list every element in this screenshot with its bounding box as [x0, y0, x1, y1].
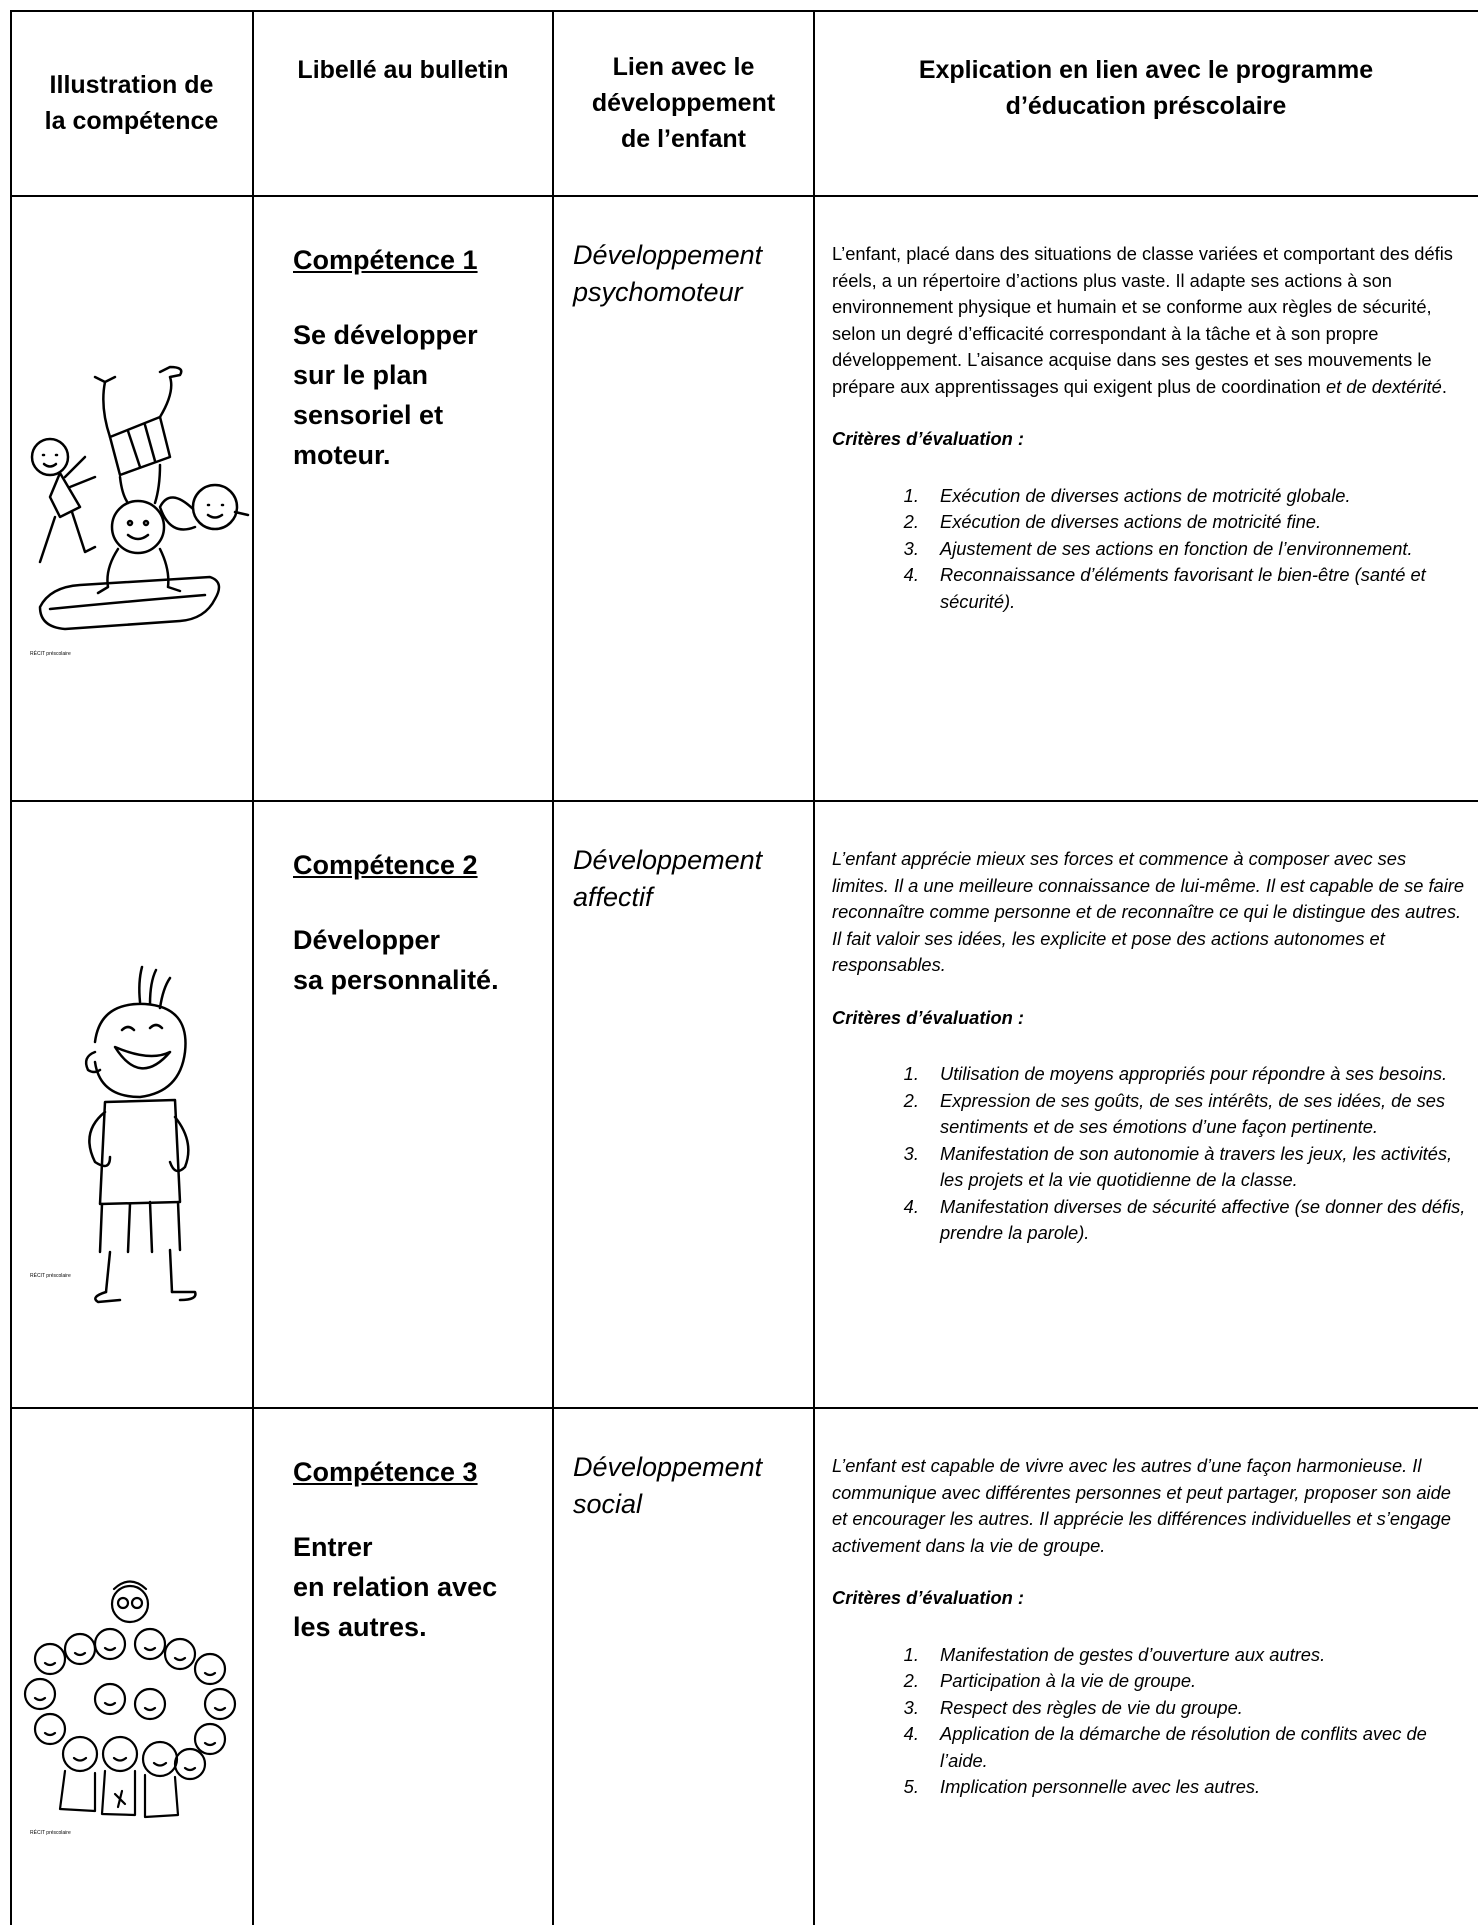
header-text: Libellé au bulletin: [297, 56, 509, 84]
table-row: [10, 197, 1478, 800]
criteria-item: 2. Exécution de diverses actions de motricité fine.: [924, 509, 1468, 536]
table-row-divider: [10, 1407, 1478, 1409]
header-development-link: [553, 10, 814, 195]
report-label-cell: [253, 1409, 553, 1925]
header-text: développement: [591, 88, 776, 117]
table-border-top: [10, 10, 1478, 12]
explanation-cell: [814, 802, 1478, 1407]
criteria-item: 5. Implication personnelle avec les autres.: [924, 1774, 1468, 1801]
table-row-divider: [10, 195, 1478, 197]
development-cell: [553, 197, 814, 800]
criteria-item: 2. Participation à la vie de groupe.: [924, 1668, 1468, 1695]
explanation-block: [832, 241, 1468, 615]
criteria-item: 1. Manifestation de gestes d’ouverture aux autres.: [924, 1642, 1468, 1669]
criteria-item: 4. Application de la démarche de résolution de conflits avec de l’aide.: [924, 1721, 1468, 1774]
development-domain: Développement affectif: [573, 845, 763, 912]
header-text: Explication en lien avec le programme: [918, 56, 1374, 84]
criteria-item: 1. Exécution de diverses actions de motricité globale.: [924, 483, 1468, 510]
header-text: Illustration de: [49, 70, 214, 99]
criteria-item: 4. Manifestation diverses de sécurité affective (se donner des défis, prendre la parole).: [924, 1194, 1468, 1247]
competency-title: Compétence 1: [293, 245, 478, 275]
explanation-text: L’enfant est capable de vivre avec les autres d’une façon harmonieuse. Il communique avec différentes personnes et peut partager, proposer son aide et encourager les autres. Il apprécie les différences individuelles et s’engage activement dans la vie de groupe.: [832, 1455, 1451, 1556]
illustration-credit: RÉCIT préscolaire: [30, 1273, 71, 1279]
competency-table: [10, 10, 1478, 1925]
smiling-child-illustration: [10, 952, 253, 1352]
acrobat-children-illustration: [10, 337, 253, 697]
illustration-cell: [10, 1409, 253, 1925]
criteria-list: [832, 1642, 1468, 1801]
criteria-title: Critères d’évaluation :: [832, 1587, 1025, 1608]
explanation-text: L’enfant apprécie mieux ses forces et commence à composer avec ses limites. Il a une meilleure connaissance de lui-même. Il est capable de se faire reconnaître comme personne et de reconnaître ce qui le distingue des autres. Il fait valoir ses idées, les explicite et pose des actions autonomes et responsables.: [832, 848, 1465, 975]
header-text: Lien avec le: [612, 52, 755, 81]
table-row: [10, 1409, 1478, 1925]
explanation-block: [832, 846, 1468, 1247]
explanation-block: [832, 1453, 1468, 1801]
criteria-title: Critères d’évaluation :: [832, 1006, 1025, 1028]
explanation-text: L’enfant, placé dans des situations de classe variées et comportant des défis réels, a un répertoire d’actions plus vaste. Il adapte ses actions à son environnement physique et humain et se conforme aux règles de sécurité, selon un degré d’efficacité correspondant à la tâche et à son propre développement. L’aisance acquise dans ses gestes et ses mouvements le prépare aux apprentissages qui exigent plus de coordination et de dextérité.: [832, 243, 1453, 397]
table-column-divider: [813, 10, 815, 1925]
explanation-cell: [814, 1409, 1478, 1925]
development-cell: [553, 1409, 814, 1925]
development-domain: Développement social: [573, 1452, 763, 1519]
criteria-item: 3. Ajustement de ses actions en fonction de l’environnement.: [924, 536, 1468, 563]
header-text: de l’enfant: [620, 124, 746, 153]
group-of-children-illustration: [10, 1559, 253, 1859]
competency-label: Se développer sur le plan sensoriel et moteur.: [293, 320, 478, 470]
criteria-title: Critères d’évaluation :: [832, 428, 1025, 449]
table-column-divider: [552, 10, 554, 1925]
table-border-left: [10, 10, 12, 1925]
criteria-item: 2. Expression de ses goûts, de ses intérêts, de ses idées, de ses sentiments et de ses émotions d’une façon pertinente.: [924, 1088, 1468, 1141]
table-header-row: [10, 10, 1478, 195]
illustration-cell: [10, 197, 253, 800]
explanation-cell: [814, 197, 1478, 800]
competency-label: Développer sa personnalité.: [293, 925, 499, 995]
table-row-divider: [10, 800, 1478, 802]
criteria-item: 3. Respect des règles de vie du groupe.: [924, 1695, 1468, 1722]
header-text: la compétence: [44, 106, 219, 135]
report-label-cell: [253, 802, 553, 1407]
development-cell: [553, 802, 814, 1407]
development-domain: Développement psychomoteur: [573, 240, 763, 307]
criteria-list: [832, 1061, 1468, 1247]
header-illustration: [10, 10, 253, 195]
header-report-label: [253, 10, 553, 195]
illustration-cell: [10, 802, 253, 1407]
explanation-tail: et de dextérité: [1325, 375, 1442, 397]
competency-title: Compétence 2: [293, 850, 478, 880]
header-program-explanation: [814, 10, 1478, 195]
illustration-credit: RÉCIT préscolaire: [30, 651, 71, 657]
illustration-credit: RÉCIT préscolaire: [30, 1830, 71, 1836]
competency-title: Compétence 3: [293, 1457, 478, 1487]
competency-label: Entrer en relation avec les autres.: [293, 1532, 498, 1642]
report-label-cell: [253, 197, 553, 800]
criteria-item: 4. Reconnaissance d’éléments favorisant le bien-être (santé et sécurité).: [924, 562, 1468, 615]
table-column-divider: [252, 10, 254, 1925]
criteria-item: 1. Utilisation de moyens appropriés pour répondre à ses besoins.: [924, 1061, 1468, 1088]
table-row: [10, 802, 1478, 1407]
criteria-item: 3. Manifestation de son autonomie à travers les jeux, les activités, les projets et la vie quotidienne de la classe.: [924, 1141, 1468, 1194]
header-text: d’éducation préscolaire: [1005, 92, 1287, 120]
criteria-list: [832, 483, 1468, 616]
explanation-main: L’enfant, placé dans des situations de classe variées et comportant des défis réels, a un répertoire d’actions plus vaste. Il adapte ses actions à son environnement physique et humain et se conforme aux règles de sécurité, selon un degré d’efficacité correspondant à la tâche et à son propre développement. L’aisance acquise dans ses gestes et ses mouvements le prépare aux apprentissages qui exigent plus de coordination: [832, 243, 1453, 397]
